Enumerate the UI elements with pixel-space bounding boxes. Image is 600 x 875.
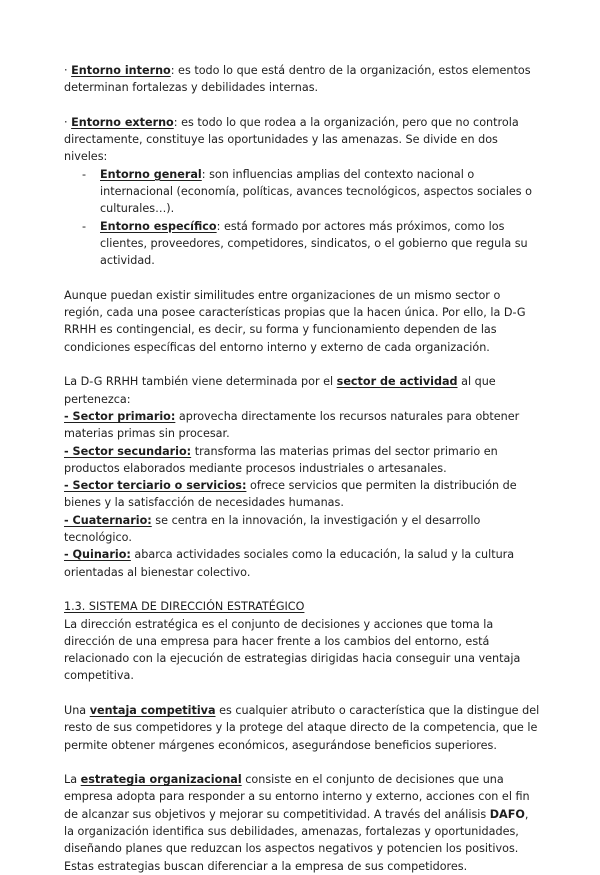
document-page (64, 62, 540, 875)
section-heading: 1.3. SISTEMA DE DIRECCIÓN ESTRATÉGICO (64, 600, 305, 614)
strategy-text: consiste en el conjunto de decisiones que una empresa adopta para responder a su entorno interno y externo, acciones con el fin de alcanzar sus objetivos y mejorar su competitividad. A través del análisis (64, 773, 530, 821)
list-item (100, 166, 540, 218)
sectors-intro-text: La D-G RRHH también viene determinada por el (64, 375, 337, 389)
bullet: · (64, 64, 72, 77)
term-internal-environment: Entorno interno (71, 64, 171, 77)
sector-item (64, 477, 540, 512)
sector-text: se centra en la innovación, la investigación y el desarrollo tecnológico. (64, 513, 481, 545)
term-primary-sector: - Sector primario: (64, 409, 176, 423)
term-external-environment: Entorno externo (71, 115, 174, 129)
competitive-advantage-paragraph (64, 702, 540, 754)
sector-item (64, 546, 540, 581)
term-dafo: DAFO (489, 807, 525, 821)
strategic-direction-definition: La dirección estratégica es el conjunto de decisiones y acciones que toma la dirección de una empresa para hacer frente a los cambios del entorno, está relacionado con la ejecución de estrategias dirigidas hacia conseguir una ventaja competitiva. (64, 617, 521, 683)
sector-text: aprovecha directamente los recursos naturales para obtener materias primas sin procesar. (64, 409, 520, 441)
sectors-intro-end: al que pertenezca: (64, 375, 496, 406)
term-quinary-sector: - Quinario: (64, 548, 131, 562)
external-environment-text: : es todo lo que rodea a la organización, pero que no controla directamente, constituye las oportunidades y las amenazas. Se divide en dos niveles: (64, 115, 519, 164)
advantage-text-start: Una (64, 703, 90, 717)
bullet: · (64, 115, 72, 129)
strategy-text-start: La (64, 773, 81, 787)
term-general-environment: Entorno general (100, 167, 202, 181)
organizational-strategy-paragraph (64, 771, 540, 875)
term-organizational-strategy: estrategia organizacional (80, 773, 242, 787)
sector-text: ofrece servicios que permiten la distribución de bienes y la satisfacción de necesidades humanas. (64, 479, 517, 510)
similarities-paragraph: Aunque puedan existir similitudes entre organizaciones de un mismo sector o región, cada una posee características propias que la hacen única. Por ello, la D-G RRHH es contingencial, es decir, su forma y funcionamiento dependen de las condiciones específicas del entorno interno y externo de cada organización. (64, 288, 526, 354)
strategy-text-end: , la organización identifica sus debilidades, amenazas, fortalezas y oportunidades, diseñando planes que reduzcan los aspectos negativos y potencien los positivos. Estas estrategias buscan diferenciar a la empresa de sus competidores. (64, 807, 529, 873)
term-quaternary-sector: - Cuaternario: (64, 513, 152, 527)
general-environment-text: : son influencias amplias del contexto nacional o internacional (economía, políticas, avances tecnológicos, aspectos sociales o culturales…). (100, 167, 533, 216)
internal-environment-paragraph (64, 62, 540, 97)
term-activity-sector: sector de actividad (336, 375, 458, 389)
advantage-text: es cualquier atributo o característica que la distingue del resto de sus competidores y la protege del ataque directo de la competencia, que le permite obtener márgenes económicos, asegurándose beneficios superiores. (64, 703, 540, 752)
list-item (100, 218, 540, 270)
sector-item (64, 408, 540, 443)
term-competitive-advantage: ventaja competitiva (89, 703, 216, 717)
term-tertiary-sector: - Sector terciario o servicios: (64, 479, 247, 493)
sector-item (64, 512, 540, 547)
specific-environment-text: : está formado por actores más próximos, como los clientes, proveedores, competidores, sindicatos, o el gobierno que regula su actividad. (100, 219, 528, 268)
environment-levels-list (64, 166, 540, 270)
sectors-intro (64, 373, 540, 408)
term-secondary-sector: - Sector secundario: (64, 444, 192, 458)
sector-text: abarca actividades sociales como la educación, la salud y la cultura orientadas al bienestar colectivo. (64, 548, 515, 579)
term-specific-environment: Entorno específico (100, 219, 217, 233)
sector-text: transforma las materias primas del sector primario en productos elaborados mediante procesos industriales o artesanales. (64, 444, 498, 475)
sector-item (64, 443, 540, 478)
internal-environment-text: : es todo lo que está dentro de la organización, estos elementos determinan fortalezas y debilidades internas. (64, 64, 531, 95)
external-environment-paragraph (64, 114, 540, 166)
